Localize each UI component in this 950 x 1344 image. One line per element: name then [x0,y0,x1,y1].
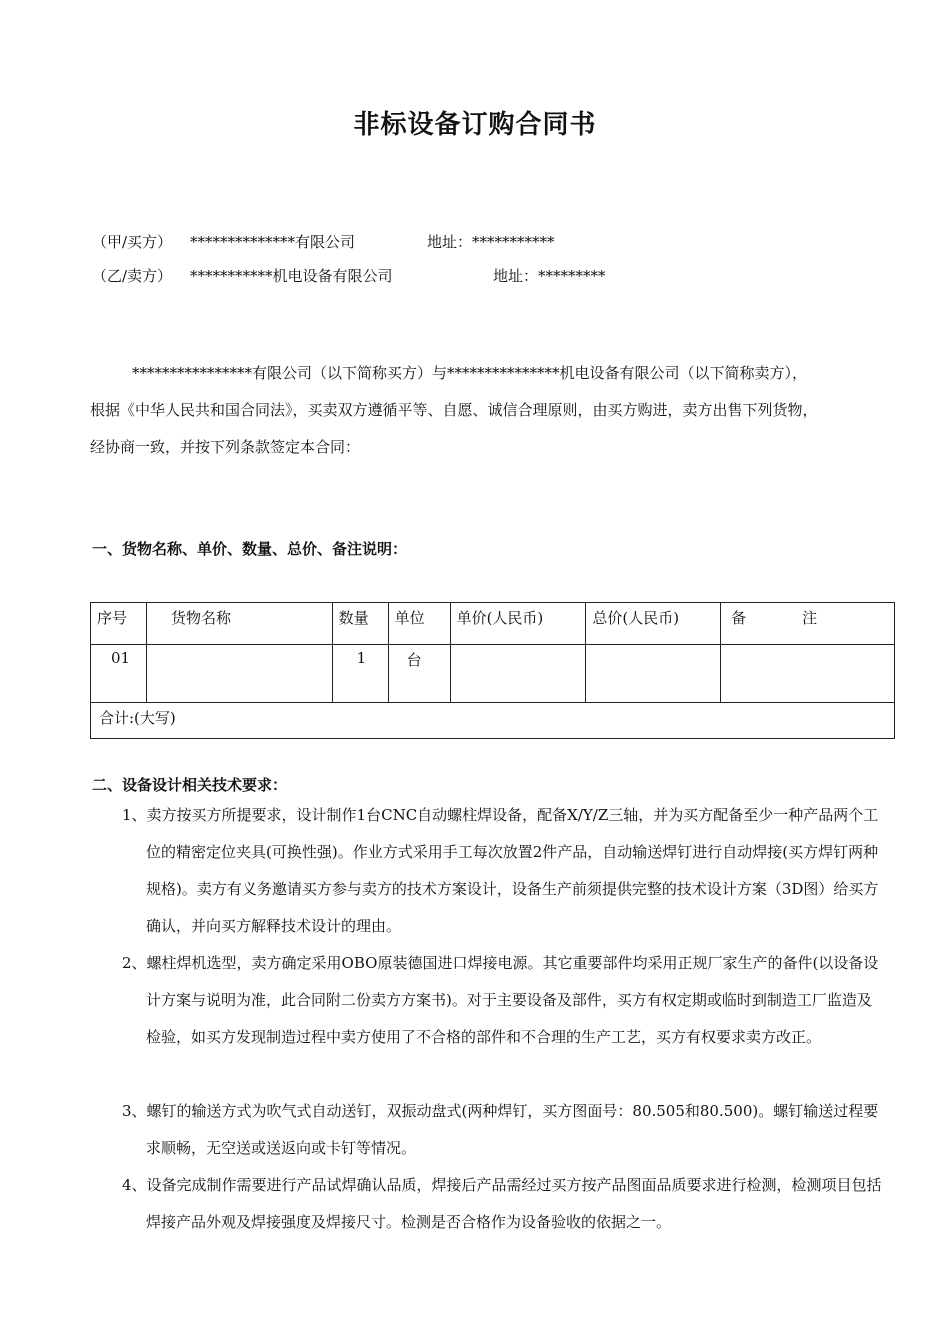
section-1-heading: 一、货物名称、单价、数量、总价、备注说明： [92,540,408,558]
intro-line-3: 经协商一致，并按下列条款签定本合同： [90,438,361,456]
goods-table [90,602,895,739]
cell-goods-name [146,645,332,703]
requirement-item-2: 2、螺柱焊机选型，卖方确定采用OBO原装德国进口焊接电源。其它重要部件均采用正规厂家生产的备件(以设备设计方案与说明为准，此合同附二份卖方方案书)。对于主要设备及部件，买方有权定期或临时到制造工厂监造及检验，如买方发现制造过程中卖方使用了不合格的部件和不合理的生产工艺，买方有权要求卖方改正。 [122,954,879,1046]
seller-role: （乙/卖方） [92,267,173,285]
requirement-item-4: 4、设备完成制作需要进行产品试焊确认品质，焊接后产品需经过买方按产品图面品质要求进行检测，检测项目包括焊接产品外观及焊接强度及焊接尺寸。检测是否合格作为设备验收的依据之一。 [122,1176,882,1231]
buyer-name: **************有限公司 [190,233,356,251]
table-sum-row [91,703,895,739]
header-seq: 序号 [91,603,147,645]
page-title: 非标设备订购合同书 [353,110,597,140]
header-unit: 单位 [388,603,450,645]
cell-note [721,645,895,703]
cell-unit-price [450,645,586,703]
cell-sum-uppercase: 合计:(大写) [91,703,895,739]
header-total-price: 总价(人民币) [586,603,721,645]
table-header-row [91,603,895,645]
intro-line-1: ****************有限公司（以下简称买方）与***************机电设备有限公司（以下简称卖方）， [132,364,808,382]
header-goods-name: 货物名称 [146,603,332,645]
header-note-char-2: 注 [802,609,818,627]
seller-address: 地址：********* [493,267,606,285]
header-unit-price: 单价(人民币) [450,603,586,645]
cell-seq: 01 [91,645,147,703]
cell-total-price [586,645,721,703]
header-note [721,603,895,645]
buyer-address: 地址：*********** [427,233,555,251]
requirement-item-3: 3、螺钉的输送方式为吹气式自动送钉，双振动盘式(两种焊钉，买方图面号：80.505和80.500)。螺钉输送过程要求顺畅，无空送或送返向或卡钉等情况。 [122,1102,879,1157]
cell-unit: 台 [388,645,450,703]
buyer-role: （甲/买方） [92,233,173,251]
seller-name: ***********机电设备有限公司 [190,267,393,285]
header-qty: 数量 [332,603,388,645]
table-row [91,645,895,703]
intro-line-2: 根据《中华人民共和国合同法》，买卖双方遵循平等、自愿、诚信合理原则，由买方购进，卖方出售下列货物， [90,401,818,419]
section-2-heading: 二、设备设计相关技术要求： [92,776,288,794]
header-note-char-1: 备 [731,609,747,627]
requirement-item-1: 1、卖方按买方所提要求，设计制作1台CNC自动螺柱焊设备，配备X/Y/Z三轴，并为买方配备至少一种产品两个工位的精密定位夹具(可换性强)。作业方式采用手工每次放置2件产品，自动输送焊钉进行自动焊接(买方焊钉两种规格)。卖方有义务邀请买方参与卖方的技术方案设计，设备生产前须提供完整的技术设计方案（3D图）给买方确认，并向买方解释技术设计的理由。 [122,806,879,935]
cell-qty: 1 [332,645,388,703]
